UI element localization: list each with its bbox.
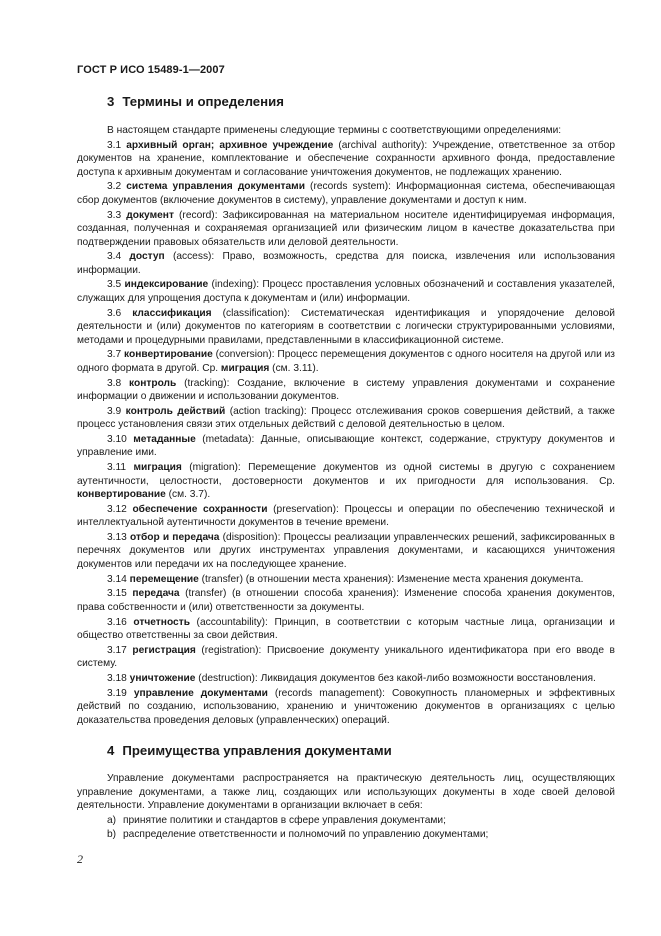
term-number: 3.3	[107, 209, 122, 221]
term-text: Информационная система, обеспечивающая сбор документов (включение документов в систему), управление документами и доступ к ним.	[77, 181, 615, 206]
term-definition	[77, 503, 615, 530]
term-definition	[77, 180, 615, 207]
term-number: 3.18	[107, 672, 127, 684]
section-4-list	[77, 814, 615, 842]
term-text: Процессы реализации управленческих решений, зафиксированных в перечнях документов или других инструментах управления документами, и касающихся уничтожения документов или передачи их на последующее хранение.	[77, 531, 615, 570]
term-number: 3.5	[107, 279, 122, 291]
term-english: (action tracking):	[229, 405, 307, 417]
term-english: (transfer) (в отношении места хранения):	[201, 573, 395, 585]
term-definition	[77, 461, 615, 502]
term-english: (indexing):	[211, 279, 260, 291]
term-name: отбор и передача	[130, 531, 220, 543]
term-text: Ликвидация документов без какой-либо возможности восстановления.	[260, 672, 596, 684]
term-text: Данные, описывающие контекст, содержание, структуру документов и управление ими.	[77, 433, 615, 459]
term-name: документ	[126, 209, 174, 221]
term-number: 3.9	[107, 405, 122, 417]
term-number: 3.19	[107, 687, 127, 699]
term-name: метаданные	[133, 433, 196, 445]
list-marker: b)	[107, 829, 117, 841]
section-4-title	[107, 743, 392, 758]
page-number: 2	[77, 852, 83, 866]
term-text: Право, возможность, средства для поиска, извлечения или использования информации.	[77, 251, 615, 276]
term-definition	[77, 587, 615, 614]
term-reference-tail: (см. 3.11).	[272, 362, 319, 374]
term-definition	[77, 531, 615, 572]
term-name: контроль действий	[125, 405, 226, 417]
term-text: Учреждение, ответственное за отбор документов на хранение, комплектование и обеспечение сохранности архивного фонда, предоставление доступа к архивным документам и согласование уничтожения документов, не подлежащих хранению.	[77, 139, 615, 178]
section-3-number: 3	[107, 94, 115, 109]
term-english: (destruction):	[198, 672, 258, 684]
term-english: (disposition):	[222, 531, 281, 543]
term-definition	[77, 307, 615, 348]
term-english: (transfer) (в отношении способа хранения):	[185, 588, 399, 600]
term-number: 3.1	[107, 139, 122, 151]
term-definition	[77, 616, 615, 643]
term-english: (record):	[179, 209, 218, 221]
term-number: 3.12	[107, 503, 127, 515]
term-reference: конвертирование	[77, 489, 166, 501]
term-definition	[77, 672, 615, 686]
term-name: перемещение	[129, 573, 199, 585]
section-3-heading: Термины и определения	[122, 94, 284, 109]
term-english: (access):	[172, 251, 215, 263]
term-definition	[77, 433, 615, 460]
term-number: 3.17	[107, 644, 127, 656]
term-number: 3.8	[107, 377, 122, 389]
term-number: 3.7	[107, 349, 122, 361]
term-name: отчетность	[133, 616, 190, 628]
term-number: 3.2	[107, 181, 122, 193]
term-reference-tail: (см. 3.7).	[168, 489, 211, 501]
term-name: управление документами	[133, 687, 268, 699]
term-text: Принцип, в соответствии с которым частные лица, организации и общество ответственны за свои действия.	[77, 616, 615, 641]
term-definition	[77, 377, 615, 404]
term-text: Процесс отслеживания сроков совершения действий, а также процесс установления связи этих отдельных действий с деловой деятельностью в целом.	[77, 405, 615, 431]
term-english: (metadata):	[202, 433, 255, 445]
term-english: (records management):	[274, 687, 385, 699]
term-name: передача	[132, 588, 180, 600]
term-english: (preservation):	[273, 503, 339, 515]
term-text: Изменение места хранения документа.	[396, 573, 584, 585]
term-definition	[77, 687, 615, 728]
term-definition	[77, 139, 615, 180]
term-definition	[77, 250, 615, 277]
term-definition	[77, 644, 615, 671]
term-text: Создание, включение в систему управления документами и сохранение информации о движении и использовании документов.	[77, 377, 615, 402]
term-number: 3.6	[107, 307, 122, 319]
term-number: 3.10	[107, 433, 127, 445]
term-name: контроль	[129, 377, 177, 389]
term-text: Процесс перемещения документов с одного носителя на другой или из одного формата в другой. Ср.	[77, 349, 615, 374]
section-4-intro: Управление документами распространяется на практическую деятельность лиц, осуществляющих управление документами, а также лиц, создающих или использующих документы в ходе своей деловой деятельности. Управление документами в организации включает в себя:	[77, 773, 615, 811]
term-number: 3.11	[107, 462, 127, 474]
term-number: 3.14	[107, 573, 127, 585]
section-4-number: 4	[107, 743, 115, 758]
section-3-intro: В настоящем стандарте применены следующие термины с соответствующими определениями:	[107, 125, 562, 136]
term-name: регистрация	[132, 644, 196, 656]
term-name: конвертирование	[124, 349, 213, 361]
list-item	[77, 814, 615, 828]
term-name: архивный орган; архивное учреждение	[126, 139, 334, 151]
term-text: Изменение способа хранения документов, права собственности и (или) ответственности за документы.	[77, 588, 615, 613]
term-name: уничтожение	[129, 672, 196, 684]
section-4-heading: Преимущества управления документами	[122, 743, 392, 758]
term-definition	[77, 573, 615, 587]
term-english: (records system):	[310, 181, 391, 193]
list-marker: a)	[107, 814, 117, 826]
section-3-title	[107, 94, 284, 109]
term-name: классификация	[132, 307, 212, 319]
list-text: принятие политики и стандартов в сфере управления документами;	[123, 814, 446, 826]
term-name: обеспечение сохранности	[132, 503, 268, 515]
term-english: (classification):	[222, 307, 290, 319]
term-number: 3.13	[107, 531, 127, 543]
term-english: (registration):	[201, 644, 262, 656]
terms-list	[77, 139, 615, 727]
term-number: 3.16	[107, 616, 127, 628]
term-text: Перемещение документов из одной системы в другую с сохранением аутентичности, целостности, достоверности документов и их пригодности для использования. Ср.	[77, 462, 615, 487]
term-name: индексирование	[124, 279, 209, 291]
document-header: ГОСТ Р ИСО 15489-1—2007	[77, 64, 225, 76]
term-name: миграция	[133, 462, 182, 474]
term-text: Совокупность планомерных и эффективных действий по созданию, использованию, хранению и уничтожению документов в организациях с целью доказательства проведения деловых (управленческих) операций.	[77, 687, 615, 726]
term-number: 3.4	[107, 251, 122, 263]
term-english: (conversion):	[215, 349, 275, 361]
term-name: доступ	[129, 251, 165, 263]
section-3-body	[77, 124, 615, 728]
list-item	[77, 828, 615, 842]
term-name: система управления документами	[126, 181, 305, 193]
term-definition	[77, 405, 615, 432]
term-number: 3.15	[107, 588, 127, 600]
term-text: Зафиксированная на материальном носителе идентифицируемая информация, созданная, полученная и сохраняемая организацией или физическим лицом в качестве доказательства при подтверждении правовых обязательств или деловой деятельности.	[77, 209, 615, 248]
term-english: (archival authority):	[338, 139, 428, 151]
term-text: Процессы и операции по обеспечению технической и интеллектуальной аутентичности документов в течение времени.	[77, 503, 615, 529]
term-text: Присвоение документу уникального идентификатора при его вводе в систему.	[77, 644, 615, 670]
term-definition	[77, 278, 615, 305]
term-text: Процесс проставления условных обозначений и составления указателей, служащих для упрощения доступа к документам и (или) информации.	[77, 279, 615, 304]
term-english: (accountability):	[196, 616, 268, 628]
term-definition	[77, 209, 615, 250]
list-text: распределение ответственности и полномочий по управлению документами;	[123, 829, 489, 841]
term-english: (tracking):	[184, 377, 230, 389]
term-definition	[77, 348, 615, 375]
term-text: Систематическая идентификация и упорядочение деловой деятельности и (или) документов по категориям в соответствии с логически структурированными условиями, методами и процедурными правилами, представленными в классификационной системе.	[77, 307, 615, 346]
section-4-body	[77, 772, 615, 843]
term-reference: миграция	[220, 362, 270, 374]
term-english: (migration):	[189, 462, 241, 474]
